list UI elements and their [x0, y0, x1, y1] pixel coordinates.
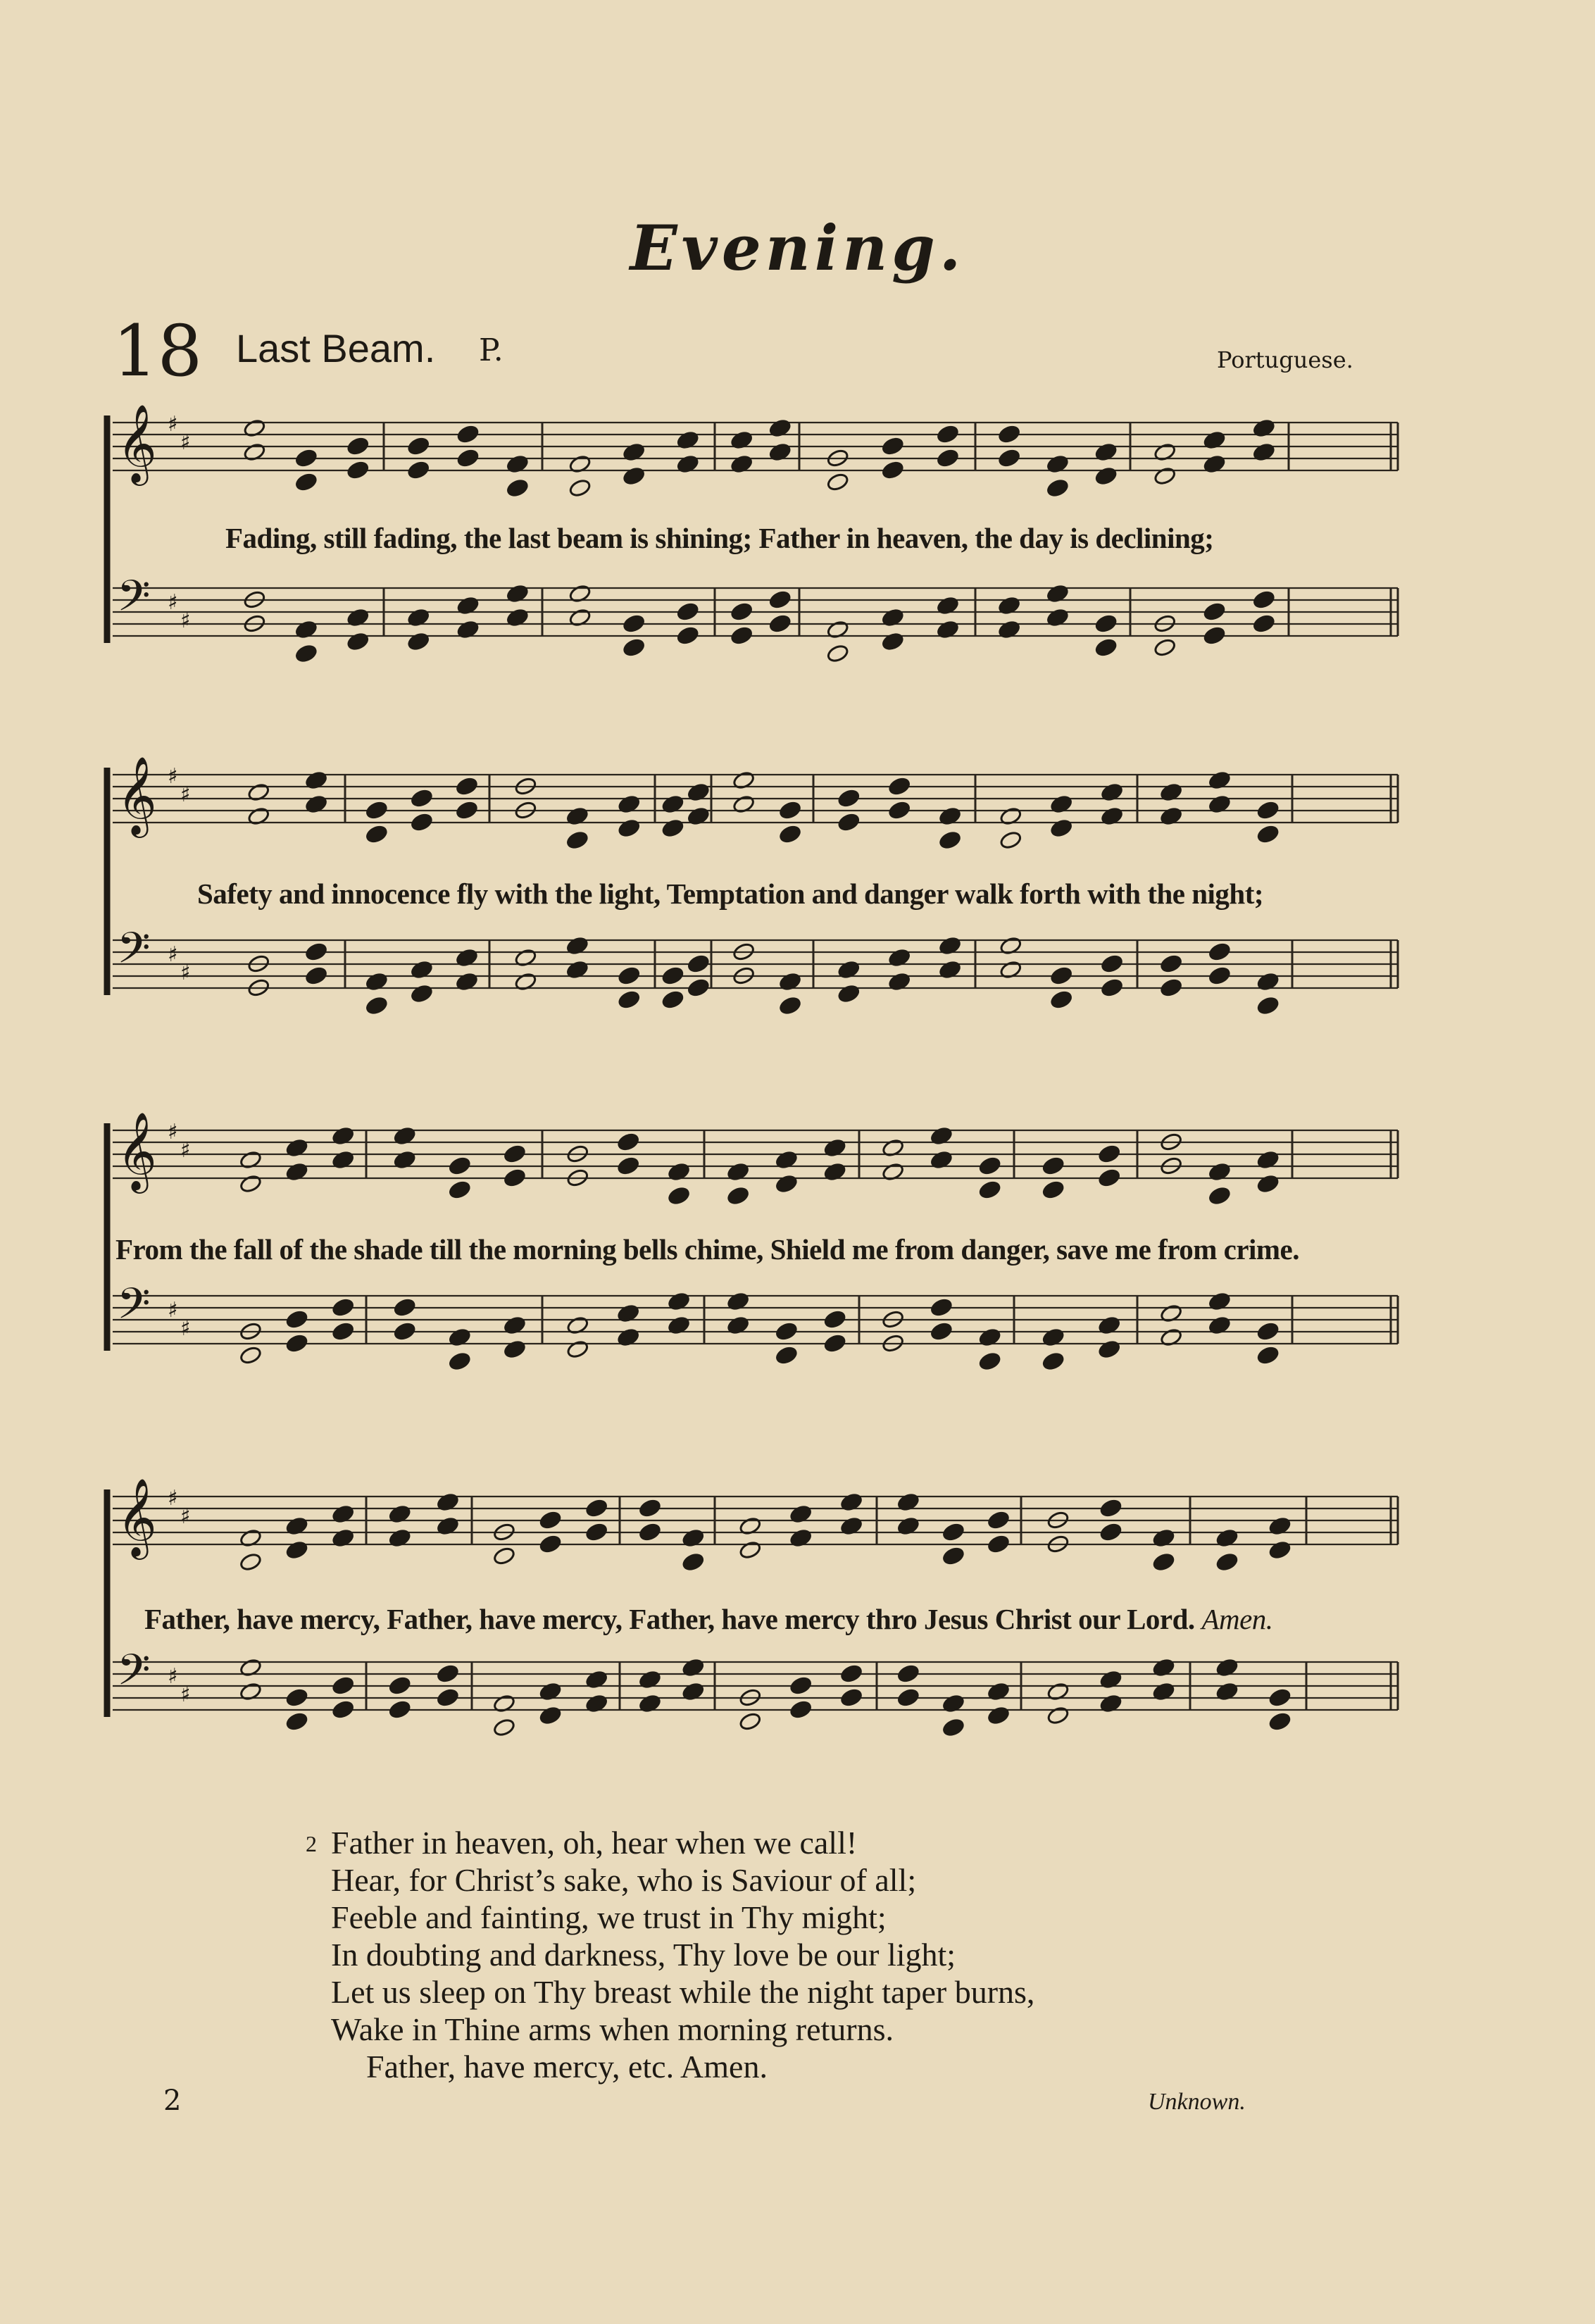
note-head [1098, 1339, 1121, 1359]
note-head [638, 1522, 661, 1542]
note-head [410, 788, 433, 808]
note-head [1208, 966, 1231, 985]
treble-clef-icon: 𝄞 [117, 1111, 157, 1190]
note-head [987, 1706, 1010, 1725]
note-head [407, 460, 430, 480]
note-head [1094, 637, 1118, 657]
note-head [978, 1156, 1001, 1175]
note-head [1256, 1321, 1280, 1341]
note-head [823, 1333, 846, 1353]
note-head [285, 1711, 308, 1731]
page-number: 2 [163, 2085, 182, 2117]
note-head [779, 824, 802, 844]
note-head [739, 1540, 762, 1560]
note-head [503, 1144, 526, 1163]
note-head [294, 644, 318, 663]
note-head [661, 818, 684, 838]
lyric-line-4-text: Father, have mercy, Father, have mercy, Father, have mercy thro Jesus Christ our Lord. [144, 1603, 1195, 1635]
note-head [1268, 1687, 1291, 1707]
note-head [506, 478, 529, 498]
verse-line: Hear, for Christ’s sake, who is Saviour of all; [331, 1862, 917, 1898]
sharp-icon: ♯ [168, 1664, 178, 1689]
note-head [1152, 1552, 1175, 1572]
note-head [410, 984, 433, 1004]
note-head [987, 1534, 1010, 1554]
note-head [1256, 824, 1280, 844]
note-head [618, 818, 641, 838]
note-head [332, 1675, 355, 1695]
note-head [826, 644, 849, 663]
note-head [1050, 989, 1073, 1009]
note-head [1099, 1522, 1122, 1542]
note-head [566, 1339, 589, 1359]
note-head [942, 1546, 965, 1566]
note-head [1215, 1552, 1239, 1572]
note-head [294, 472, 318, 492]
note-head [332, 1321, 355, 1341]
verse-line: Father, have mercy, etc. Amen. [366, 2049, 768, 2085]
note-head [687, 954, 710, 973]
note-head [1046, 1706, 1070, 1725]
note-head [779, 800, 802, 820]
note-head [455, 776, 478, 796]
note-head [618, 989, 641, 1009]
meter: P. [479, 332, 503, 368]
note-head [661, 989, 684, 1009]
lyric-line-2: Safety and innocence fly with the light, Temptation and danger walk forth with the night; [197, 877, 1264, 910]
note-head [455, 800, 478, 820]
note-head [294, 448, 318, 468]
sharp-icon: ♯ [180, 1316, 191, 1341]
verse-2 [306, 1824, 1035, 2085]
note-head [585, 1522, 608, 1542]
note-head [539, 1510, 562, 1530]
note-head [436, 1687, 459, 1707]
note-head [539, 1706, 562, 1725]
note-head [1098, 1144, 1121, 1163]
note-head [999, 830, 1022, 850]
note-head [285, 1687, 308, 1707]
note-head [775, 1174, 798, 1194]
sharp-icon: ♯ [168, 1486, 178, 1511]
note-head [456, 424, 480, 444]
note-head [365, 996, 388, 1016]
note-head [676, 601, 699, 621]
note-head [1160, 954, 1183, 973]
note-head [881, 632, 904, 651]
note-head [388, 1675, 411, 1695]
note-head [407, 436, 430, 456]
note-head [942, 1718, 965, 1737]
note-head [239, 1552, 262, 1572]
note-head [661, 966, 684, 985]
note-head [676, 625, 699, 645]
note-head [393, 1321, 416, 1341]
bass-clef-icon: 𝄢 [117, 1645, 151, 1706]
note-head [388, 1699, 411, 1719]
sharp-icon: ♯ [180, 1504, 191, 1529]
sharp-icon: ♯ [168, 1298, 178, 1323]
note-head [1208, 942, 1231, 961]
note-head [998, 448, 1021, 468]
verse-line: Father in heaven, oh, hear when we call! [331, 1825, 858, 1861]
note-head [1160, 977, 1183, 997]
note-head [1203, 625, 1226, 645]
note-head [1042, 1156, 1065, 1175]
note-head [239, 1174, 262, 1194]
note-head [305, 966, 328, 985]
note-head [682, 1552, 705, 1572]
note-head [623, 613, 646, 633]
note-head [365, 800, 388, 820]
note-head [936, 448, 959, 468]
note-head [840, 1663, 863, 1683]
note-head [826, 472, 849, 492]
note-head [1256, 800, 1280, 820]
note-head [638, 1498, 661, 1518]
note-head [239, 1345, 262, 1365]
note-head [285, 1333, 308, 1353]
sharp-icon: ♯ [180, 1682, 191, 1707]
note-head [410, 812, 433, 832]
note-head [623, 466, 646, 486]
amen-label: Amen. [1201, 1603, 1273, 1635]
verse-line: Wake in Thine arms when morning returns. [331, 2011, 894, 2047]
note-head [840, 1687, 863, 1707]
note-head [1256, 996, 1280, 1016]
note-head [623, 637, 646, 657]
note-head [730, 625, 753, 645]
section-title: Evening. [630, 211, 965, 285]
note-head [768, 613, 792, 633]
verse-line: In doubting and darkness, Thy love be our light; [331, 1937, 956, 1973]
note-head [998, 424, 1021, 444]
verse-line: Let us sleep on Thy breast while the night taper burns, [331, 1974, 1035, 2010]
note-head [1042, 1351, 1065, 1371]
note-head [837, 984, 861, 1004]
sharp-icon: ♯ [168, 942, 178, 967]
note-head [978, 1351, 1001, 1371]
note-head [285, 1540, 308, 1560]
note-head [775, 1321, 798, 1341]
note-head [789, 1699, 813, 1719]
note-head [1252, 589, 1275, 609]
note-head [1094, 466, 1118, 486]
note-head [1153, 637, 1177, 657]
bass-clef-icon: 𝄢 [117, 923, 151, 984]
note-head [585, 1498, 608, 1518]
note-head [896, 1663, 920, 1683]
sharp-icon: ♯ [180, 782, 191, 807]
note-head [346, 632, 370, 651]
note-head [789, 1675, 813, 1695]
note-head [1153, 466, 1177, 486]
hymn-number: 18 [113, 310, 203, 392]
lyric-line-4 [144, 1602, 1273, 1636]
verse-line: Feeble and fainting, we trust in Thy might; [331, 1899, 887, 1935]
note-head [492, 1546, 515, 1566]
note-head [456, 448, 480, 468]
note-head [503, 1339, 526, 1359]
bass-clef-icon: 𝄢 [117, 1279, 151, 1339]
tune-name: Last Beam. [236, 326, 436, 370]
note-head [332, 1297, 355, 1317]
note-head [930, 1297, 953, 1317]
note-head [978, 1180, 1001, 1199]
note-head [332, 1699, 355, 1719]
note-head [346, 436, 370, 456]
note-head [568, 478, 592, 498]
note-head [618, 966, 641, 985]
note-head [305, 942, 328, 961]
note-head [448, 1180, 471, 1199]
note-head [888, 776, 911, 796]
author-credit: Unknown. [1148, 2089, 1246, 2115]
note-head [503, 1168, 526, 1187]
treble-clef-icon: 𝄞 [117, 1478, 157, 1556]
treble-clef-icon: 𝄞 [117, 756, 157, 835]
note-head [727, 1186, 750, 1206]
note-head [1252, 613, 1275, 633]
note-head [768, 589, 792, 609]
note-head [1268, 1711, 1291, 1731]
note-head [888, 800, 911, 820]
note-head [939, 830, 962, 850]
note-head [617, 1156, 640, 1175]
note-head [1050, 966, 1073, 985]
note-head [668, 1186, 691, 1206]
note-head [448, 1156, 471, 1175]
note-head [1101, 954, 1124, 973]
sharp-icon: ♯ [180, 1138, 191, 1163]
note-head [1050, 818, 1073, 838]
note-head [407, 632, 430, 651]
note-head [936, 424, 959, 444]
lyric-line-3: From the fall of the shade till the morning bells chime, Shield me from danger, save me from crime. [115, 1233, 1300, 1266]
note-head [775, 1345, 798, 1365]
note-head [837, 812, 861, 832]
sharp-icon: ♯ [168, 764, 178, 789]
note-head [896, 1687, 920, 1707]
note-head [565, 830, 589, 850]
note-head [730, 601, 753, 621]
sharp-icon: ♯ [168, 590, 178, 615]
bass-clef-icon: 𝄢 [117, 571, 151, 632]
note-head [1101, 977, 1124, 997]
note-head [1094, 613, 1118, 633]
note-head [1203, 601, 1226, 621]
sharp-icon: ♯ [180, 608, 191, 633]
note-head [942, 1522, 965, 1542]
note-head [1046, 478, 1069, 498]
note-head [823, 1309, 846, 1329]
note-head [617, 1132, 640, 1151]
note-head [393, 1297, 416, 1317]
note-head [779, 996, 802, 1016]
note-head [448, 1351, 471, 1371]
note-head [987, 1510, 1010, 1530]
note-head [346, 460, 370, 480]
note-head [881, 460, 904, 480]
tune-origin: Portuguese. [1217, 346, 1353, 373]
sharp-icon: ♯ [168, 1120, 178, 1144]
note-head [837, 788, 861, 808]
note-head [1268, 1540, 1291, 1560]
note-head [739, 1711, 762, 1731]
note-head [687, 977, 710, 997]
treble-clef-icon: 𝄞 [117, 404, 157, 482]
note-head [1099, 1498, 1122, 1518]
lyric-line-1: Fading, still fading, the last beam is shining; Father in heaven, the day is declining; [225, 522, 1214, 554]
note-head [285, 1309, 308, 1329]
note-head [881, 436, 904, 456]
note-head [1256, 1174, 1280, 1194]
note-head [1208, 1186, 1231, 1206]
sharp-icon: ♯ [180, 430, 191, 455]
note-head [539, 1534, 562, 1554]
sharp-icon: ♯ [180, 961, 191, 985]
sharp-icon: ♯ [168, 412, 178, 437]
note-head [930, 1321, 953, 1341]
note-head [436, 1663, 459, 1683]
note-head [1042, 1180, 1065, 1199]
note-head [1256, 1345, 1280, 1365]
note-head [1098, 1168, 1121, 1187]
note-head [492, 1718, 515, 1737]
note-head [365, 824, 388, 844]
verse-number: 2 [306, 1831, 317, 1856]
